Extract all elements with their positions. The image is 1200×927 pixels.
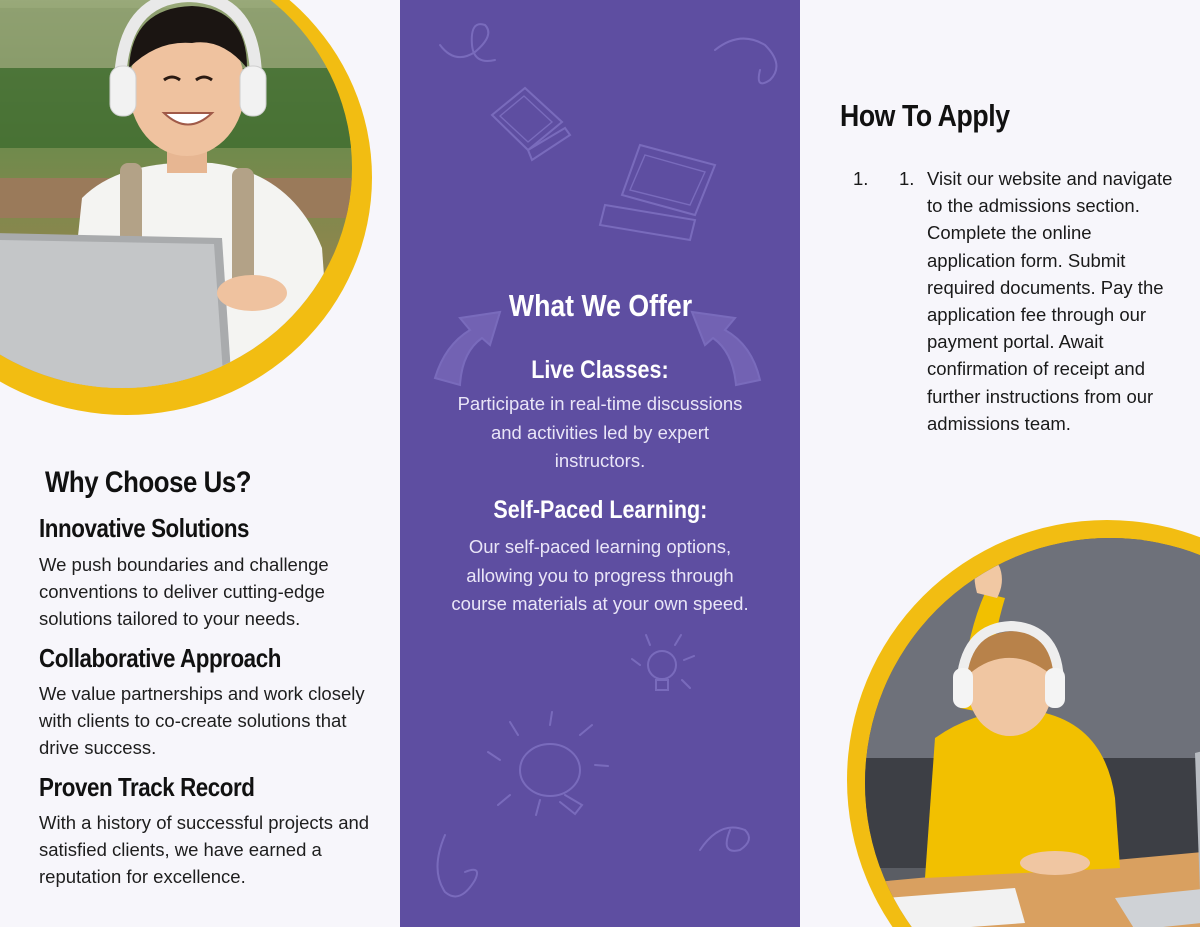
reason-body-collaborative: We value partnerships and work closely with clients to co-create solutions that drive success. (39, 683, 365, 758)
apply-steps-text: Visit our website and navigate to the admissions section. Complete the online application form. Submit required documents. Pay the application fee through our payment portal. Await confirmation of receipt and further instructions from our admissions team. (927, 168, 1173, 434)
reason-title-collaborative: Collaborative Approach (39, 643, 281, 673)
reason-title-proven: Proven Track Record (39, 772, 255, 802)
lightbulb-doodle-icon (488, 712, 608, 815)
why-choose-us-title: Why Choose Us? (45, 466, 252, 499)
squiggle-doodle-icon (440, 24, 495, 61)
laptop-doodle-icon (600, 145, 715, 240)
offer-body-self-paced: Our self-paced learning options, allowing you to progress through course materials at your own speed. (451, 536, 749, 614)
right-panel (800, 0, 1200, 927)
middle-panel (400, 0, 800, 927)
squiggle-doodle-icon (700, 828, 749, 851)
offer-body-live: Participate in real-time discussions and activities led by expert instructors. (457, 393, 743, 471)
reason-body-proven: With a history of successful projects and satisfied clients, we have earned a reputation for excellence. (39, 812, 370, 887)
reason-title-innovative: Innovative Solutions (39, 513, 250, 543)
how-to-apply-title: How To Apply (840, 98, 1010, 133)
what-we-offer-title-text: What We Offer (508, 288, 692, 323)
list-number-inner: 1. (899, 168, 915, 189)
offer-title-self-paced-text: Self-Paced Learning: (493, 496, 707, 524)
photo-child-raising-hand (865, 538, 1200, 927)
list-number-outer: 1. (853, 168, 869, 189)
left-panel (0, 0, 400, 927)
reason-body-innovative: We push boundaries and challenge conventions to deliver cutting-edge solutions tailored to your needs. (39, 554, 329, 629)
squiggle-doodle-icon (715, 39, 776, 84)
offer-title-live (400, 356, 800, 385)
offer-title-live-text: Live Classes: (531, 356, 669, 384)
offer-title-self-paced (400, 496, 800, 525)
lightbulb-doodle-icon (632, 635, 694, 690)
squiggle-doodle-icon (438, 835, 478, 896)
laptop-doodle-icon (492, 88, 570, 160)
what-we-offer-title (400, 288, 800, 324)
